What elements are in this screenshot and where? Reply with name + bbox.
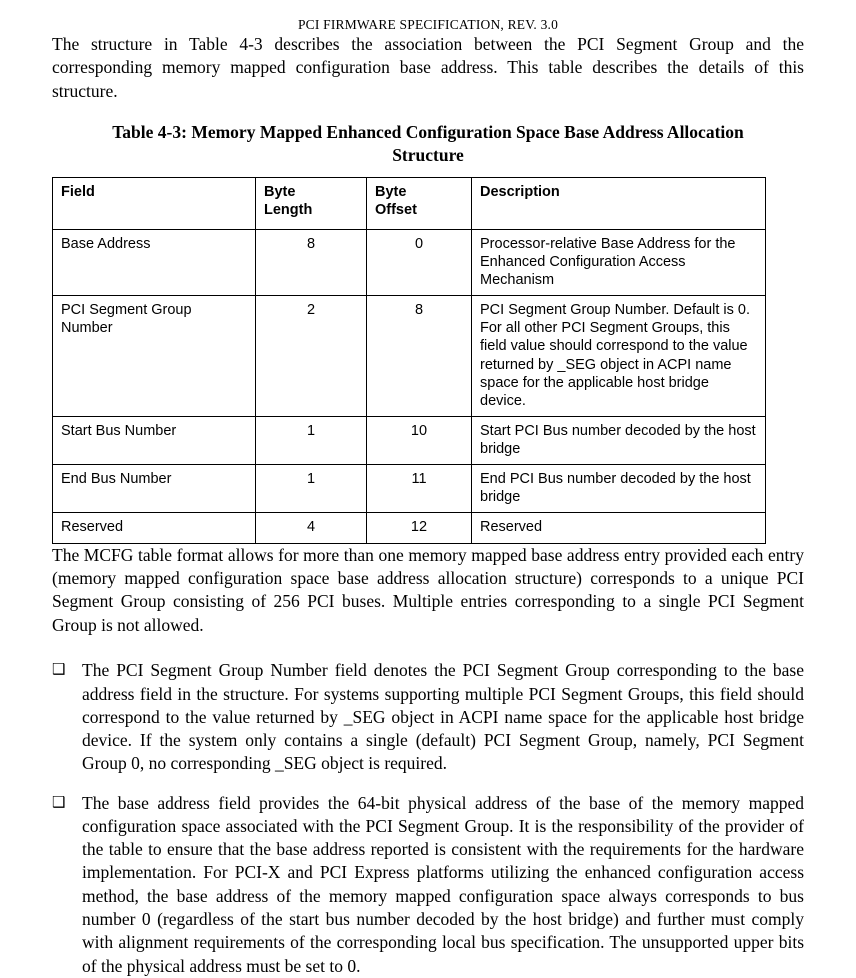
allocation-structure-table bbox=[52, 177, 766, 544]
table-row bbox=[53, 513, 766, 543]
cell-field: PCI Segment Group Number bbox=[53, 296, 256, 417]
column-header-byte-offset-line1: Byte bbox=[375, 183, 407, 200]
table-caption: Table 4-3: Memory Mapped Enhanced Configuration Space Base Address Allocation Structure bbox=[112, 122, 744, 166]
list-item bbox=[52, 792, 804, 978]
table-row bbox=[53, 416, 766, 464]
bullet-list bbox=[52, 659, 804, 977]
cell-description: Start PCI Bus number decoded by the host bridge bbox=[472, 416, 766, 464]
table-row bbox=[53, 229, 766, 295]
cell-description: PCI Segment Group Number. Default is 0. For all other PCI Segment Groups, this field value should correspond to the value returned by _SEG object in ACPI name space for the applicable host bridge device. bbox=[472, 296, 766, 417]
cell-field: End Bus Number bbox=[53, 465, 256, 513]
cell-description: Processor-relative Base Address for the Enhanced Configuration Access Mechanism bbox=[472, 229, 766, 295]
cell-field: Start Bus Number bbox=[53, 416, 256, 464]
cell-byte-offset: 10 bbox=[367, 416, 472, 464]
cell-description: End PCI Bus number decoded by the host bridge bbox=[472, 465, 766, 513]
cell-byte-offset: 0 bbox=[367, 229, 472, 295]
cell-field: Reserved bbox=[53, 513, 256, 543]
list-item bbox=[52, 659, 804, 775]
column-header-byte-length-line1: Byte bbox=[264, 183, 296, 200]
table-header-row bbox=[53, 177, 766, 229]
cell-field: Base Address bbox=[53, 229, 256, 295]
column-header-description: Description bbox=[472, 177, 766, 229]
table-row bbox=[53, 465, 766, 513]
table-row bbox=[53, 296, 766, 417]
page-content bbox=[0, 33, 856, 978]
cell-byte-offset: 8 bbox=[367, 296, 472, 417]
cell-byte-length: 1 bbox=[256, 416, 367, 464]
column-header-byte-offset-line2: Offset bbox=[375, 201, 417, 218]
cell-byte-offset: 11 bbox=[367, 465, 472, 513]
bullet-square-icon: ❑ bbox=[52, 660, 66, 679]
column-header-byte-length-line2: Length bbox=[264, 201, 313, 218]
column-header-field: Field bbox=[53, 177, 256, 229]
cell-byte-offset: 12 bbox=[367, 513, 472, 543]
list-item-text: The PCI Segment Group Number field denotes the PCI Segment Group corresponding to the base address field in the structure. For systems supporting multiple PCI Segment Groups, this field should correspond to the value returned by _SEG object in ACPI name space for the applicable host bridge device. If the system only contains a single (default) PCI Segment Group, namely, PCI Segment Group 0, no corresponding _SEG object is required. bbox=[82, 660, 804, 774]
cell-description: Reserved bbox=[472, 513, 766, 543]
table-body bbox=[53, 229, 766, 543]
column-header-byte-offset bbox=[367, 177, 472, 229]
mcfg-paragraph: The MCFG table format allows for more than one memory mapped base address entry provided each entry (memory mapped configuration space base address allocation structure) corresponds to a unique PCI Segment Group consisting of 256 PCI buses. Multiple entries corresponding to a single PCI Segment Group is not allowed. bbox=[52, 544, 804, 635]
cell-byte-length: 8 bbox=[256, 229, 367, 295]
cell-byte-length: 4 bbox=[256, 513, 367, 543]
page-header: PCI FIRMWARE SPECIFICATION, REV. 3.0 bbox=[297, 17, 559, 32]
bullet-square-icon: ❑ bbox=[52, 792, 66, 811]
column-header-byte-length bbox=[256, 177, 367, 229]
cell-byte-length: 2 bbox=[256, 296, 367, 417]
cell-byte-length: 1 bbox=[256, 465, 367, 513]
intro-paragraph: The structure in Table 4-3 describes the association between the PCI Segment Group and the corresponding memory mapped configuration base address. This table describes the details of this structure. bbox=[52, 34, 804, 101]
list-item-text: The base address field provides the 64-bit physical address of the base of the memory mapped configuration space associated with the PCI Segment Group. It is the responsibility of the provider of the table to ensure that the base address reported is consistent with the requirements for the hardware implementation. For PCI-X and PCI Express platforms utilizing the enhanced configuration access method, the base address of the memory mapped configuration space always corresponds to bus number 0 (regardless of the start bus number decoded by the host bridge) and further must comply with alignment requirements of the corresponding local bus specification. The unsupported upper bits of the physical address must be set to 0. bbox=[82, 792, 804, 976]
